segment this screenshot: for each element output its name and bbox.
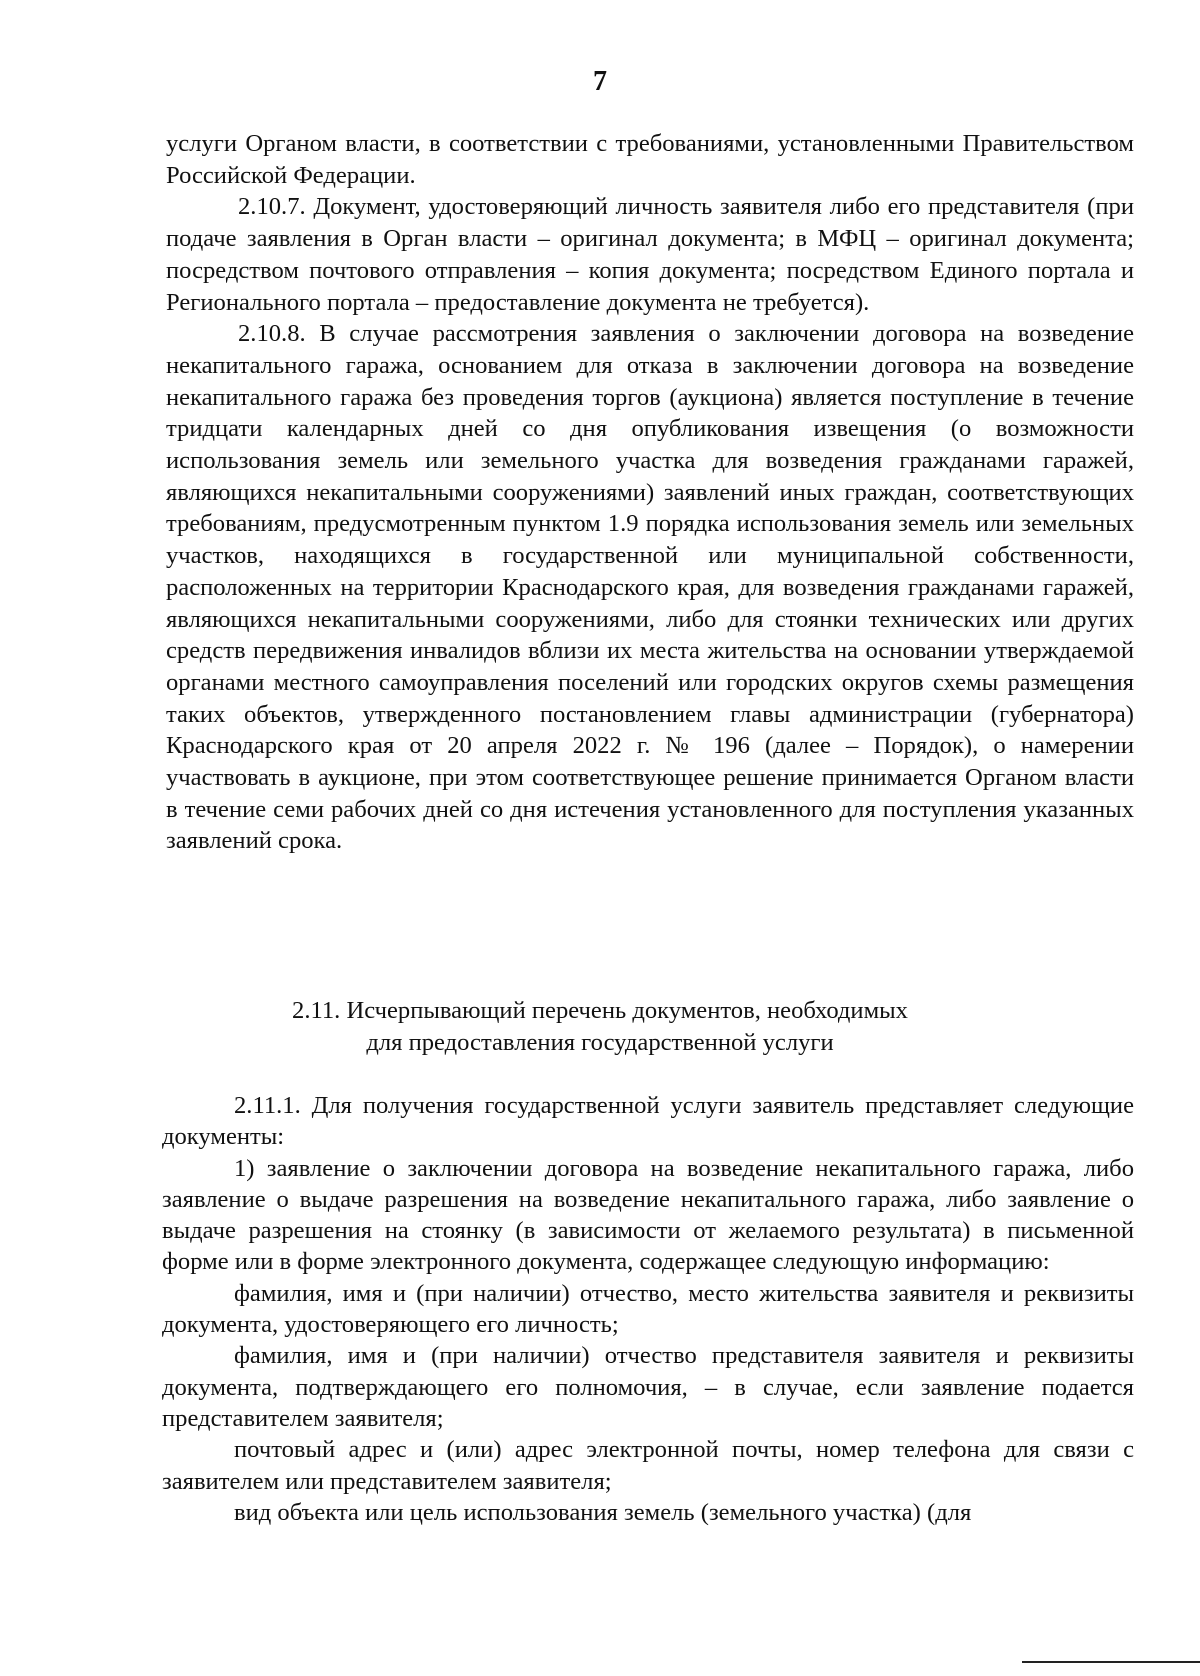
list-subitem: вид объекта или цель использования земель (земельного участка) (для: [234, 1498, 972, 1526]
paragraph-2-11-1: 2.11.1. Для получения государственной услуги заявитель представляет следующие документы:: [162, 1092, 1134, 1151]
section-body: [162, 1090, 1134, 1528]
list-item-1: 1) заявление о заключении договора на возведение некапитального гаража, либо заявление о выдаче разрешения на возведение некапитального гаража, либо заявление о выдаче разрешения на стоянку (в зависимости от желаемого результата) в письменной форме или в форме электронного документа, содержащее следующую информацию:: [162, 1154, 1134, 1276]
paragraph-continuation: услуги Органом власти, в соответствии с требованиями, установленными Правительством Российской Федерации.: [166, 130, 1134, 189]
body-text: [166, 128, 1134, 857]
footer-rule: [1022, 1661, 1200, 1663]
section-heading-line-1: 2.11. Исчерпывающий перечень документов, необходимых: [292, 997, 908, 1024]
list-subitem: фамилия, имя и (при наличии) отчество представителя заявителя и реквизиты документа, подтверждающего его полномочия, – в случае, если заявление подается представителем заявителя;: [162, 1342, 1134, 1432]
list-subitem: почтовый адрес и (или) адрес электронной почты, номер телефона для связи с заявителем или представителем заявителя;: [162, 1436, 1134, 1495]
paragraph-2-10-7: 2.10.7. Документ, удостоверяющий личность заявителя либо его представителя (при подаче заявления в Орган власти – оригинал документа; в МФЦ – оригинал документа; посредством почтового отправления – копия документа; посредством Единого портала и Регионального портала – предоставление документа не требуется).: [166, 193, 1134, 316]
section-heading-line-2: для предоставления государственной услуги: [366, 1028, 834, 1056]
list-subitem: фамилия, имя и (при наличии) отчество, место жительства заявителя и реквизиты документа, удостоверяющего его личность;: [162, 1279, 1134, 1339]
page-number: 7: [593, 66, 607, 97]
section-heading: [0, 995, 1200, 1058]
paragraph-2-10-8: 2.10.8. В случае рассмотрения заявления о заключении договора на возведение некапитального гаража, основанием для отказа в заключении договора на возведение некапитального гаража без проведения торгов (аукциона) является поступление в течение тридцати календарных дней со дня опубликования извещения (о возможности использования земель или земельного участка для возведения гражданами гаражей, являющихся некапитальными сооружениями) заявлений иных граждан, соответствующих требованиям, предусмотренным пунктом 1.9 порядка использования земель или земельных участков, находящихся в государственной или муниципальной собственности, расположенных на территории Краснодарского края, для возведения гражданами гаражей, являющихся некапитальными сооружениями, либо для стоянки технических или других средств передвижения инвалидов вблизи их места жительства на основании утверждаемой органами местного самоуправления поселений или городских округов схемы размещения таких объектов, утвержденного постановлением главы администрации (губернатора) Краснодарского края от 20 апреля 2022 г. № 196 (далее – Порядок), о намерении участвовать в аукционе, при этом соответствующее решение принимается Органом власти в течение семи рабочих дней со дня истечения установленного для поступления указанных заявлений срока.: [166, 320, 1134, 855]
